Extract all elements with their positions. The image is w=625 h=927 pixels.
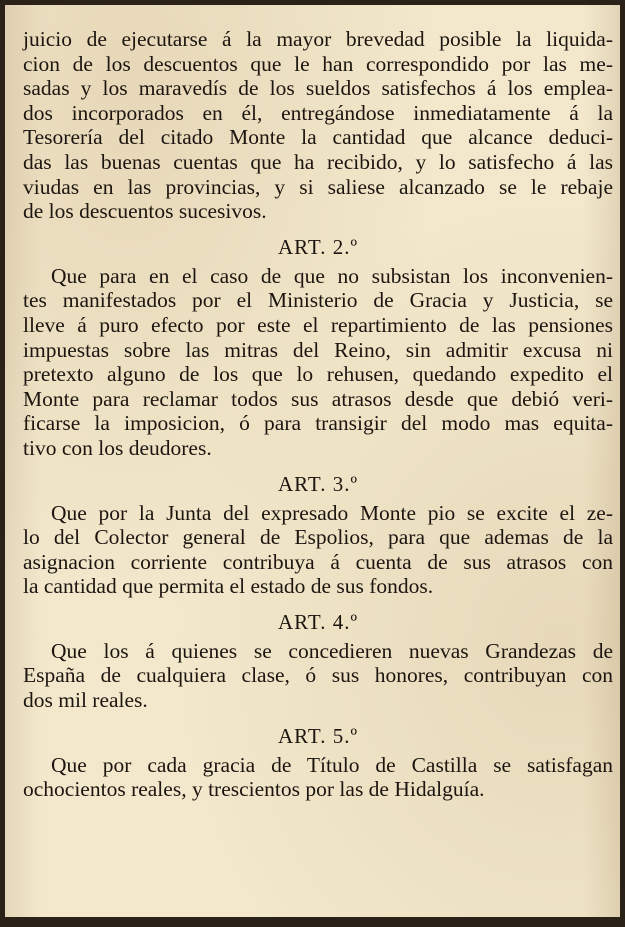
document-body xyxy=(23,27,613,802)
text-line: lleve á puro efecto por este el repartimiento de las pensiones xyxy=(23,312,613,337)
document-page xyxy=(5,5,620,917)
text-line: viudas en las provincias, y si saliese alcanzado se le rebaje xyxy=(23,174,613,199)
text-line: España de cualquiera clase, ó sus honores, contribuyan con xyxy=(23,663,613,688)
text-line: Que por la Junta del expresado Monte pio se excite el ze- xyxy=(51,500,613,525)
text-line: de los descuentos sucesivos. xyxy=(23,199,267,224)
text-line: sadas y los maravedís de los sueldos satisfechos á los emplea- xyxy=(23,76,613,101)
text-line: Que los á quienes se concedieren nuevas Grandezas de xyxy=(51,638,613,663)
text-line: cion de los descuentos que le han correspondido por las me- xyxy=(23,51,613,76)
text-line: tes manifestados por el Ministerio de Gracia y Justicia, se xyxy=(23,288,613,313)
text-line: Que para en el caso de que no subsistan los inconvenien- xyxy=(51,263,613,288)
text-line: lo del Colector general de Espolios, para que ademas de la xyxy=(23,525,613,550)
text-line: asignacion corriente contribuya á cuenta de sus atrasos con xyxy=(23,549,613,574)
article-heading: ART. 4.º xyxy=(278,609,358,634)
article-3 xyxy=(23,467,613,599)
text-line: Que por cada gracia de Título de Castilla se satisfagan xyxy=(51,752,613,777)
text-line: la cantidad que permita el estado de sus fondos. xyxy=(23,574,434,599)
article-heading: ART. 2.º xyxy=(278,234,358,259)
text-line: impuestas sobre las mitras del Reino, sin admitir excusa ni xyxy=(23,337,613,362)
text-line: ochocientos reales, y trescientos por las de Hidalguía. xyxy=(23,777,485,802)
text-line: juicio de ejecutarse á la mayor brevedad posible la liquida- xyxy=(23,27,613,51)
text-line: dos mil reales. xyxy=(23,688,148,713)
article-5 xyxy=(23,719,613,802)
opening-paragraph xyxy=(23,27,613,224)
article-2 xyxy=(23,230,613,461)
article-heading: ART. 3.º xyxy=(278,471,358,496)
article-4 xyxy=(23,605,613,713)
text-line: dos incorporados en él, entregándose inmediatamente á la xyxy=(23,100,613,125)
text-line: Tesorería del citado Monte la cantidad que alcance deduci- xyxy=(23,125,613,150)
text-line: ficarse la imposicion, ó para transigir del modo mas equita- xyxy=(23,411,613,436)
text-line: pretexto alguno de los que lo rehusen, quedando expedito el xyxy=(23,362,613,387)
text-line: tivo con los deudores. xyxy=(23,435,212,460)
text-line: Monte para reclamar todos sus atrasos desde que debió veri- xyxy=(23,386,613,411)
article-heading: ART. 5.º xyxy=(278,723,358,748)
text-line: das las buenas cuentas que ha recibido, y lo satisfecho á las xyxy=(23,149,613,174)
